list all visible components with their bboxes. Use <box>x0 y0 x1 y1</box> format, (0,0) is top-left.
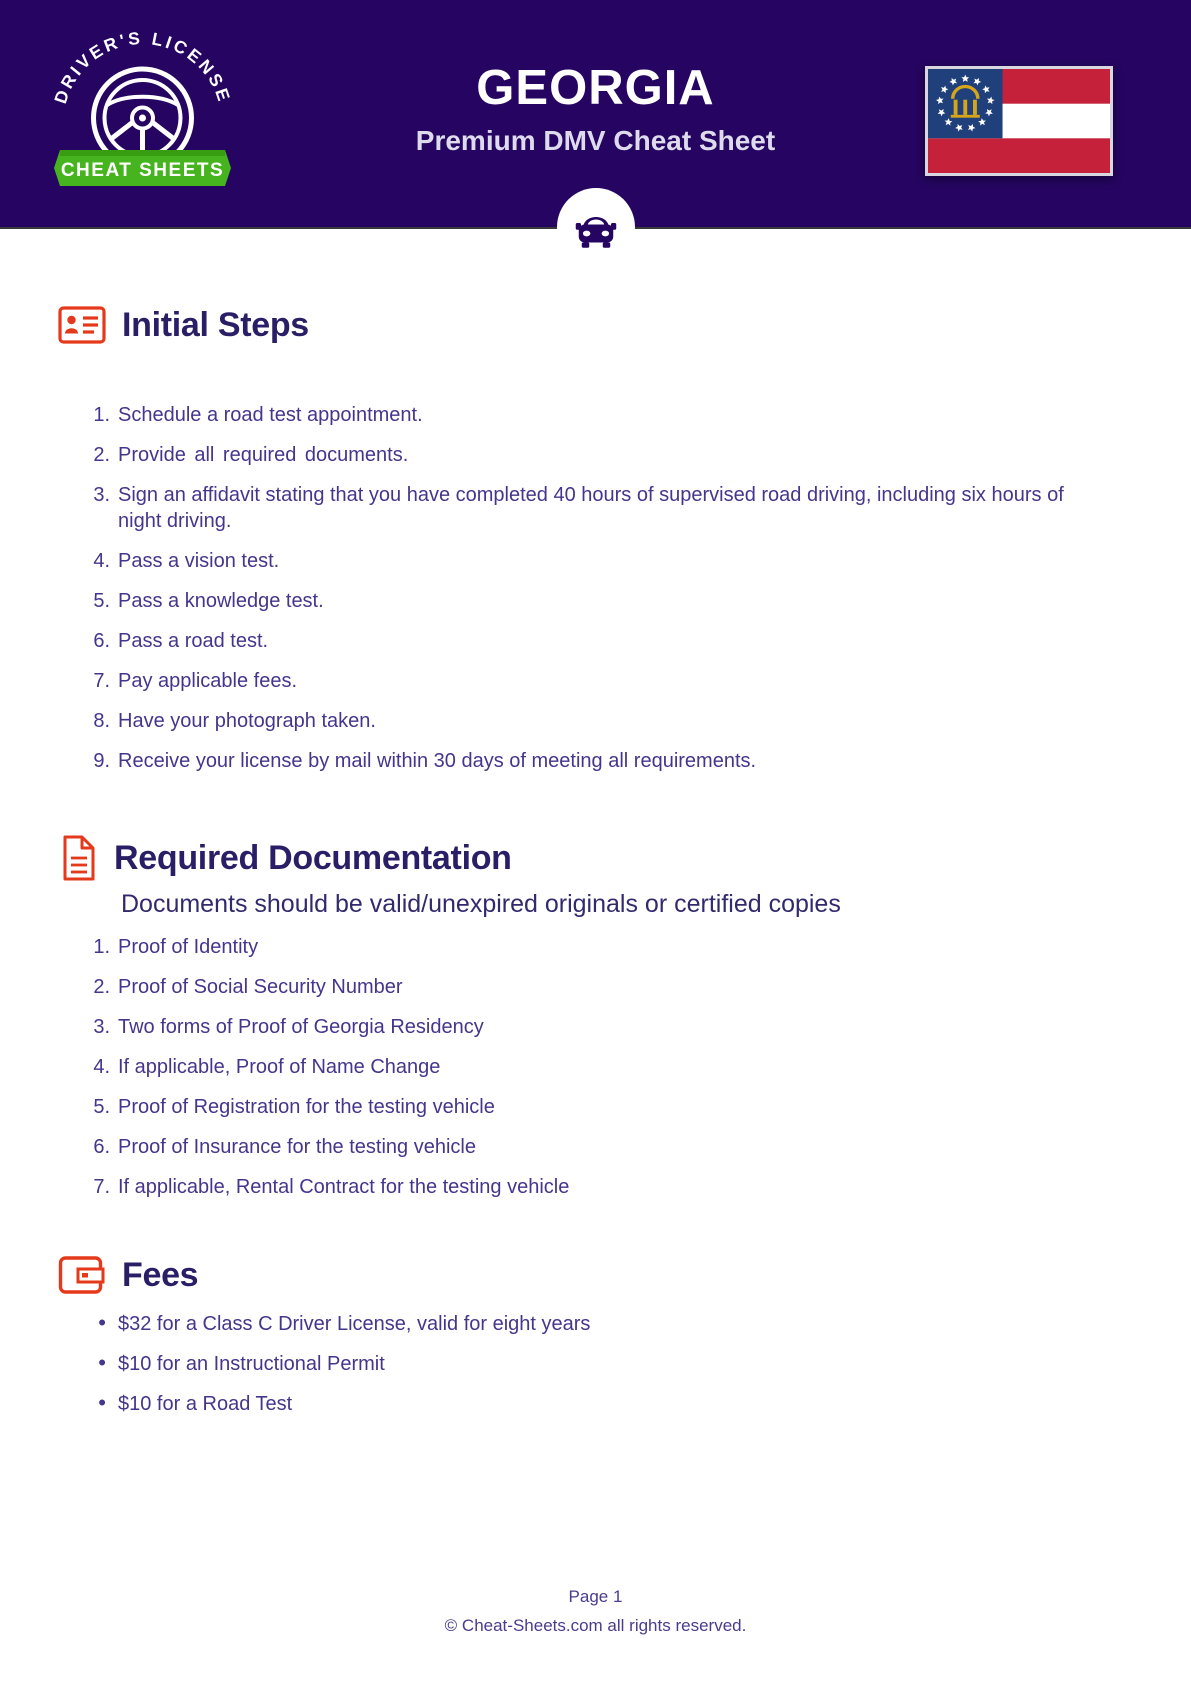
list-item: Proof of Social Security Number <box>118 976 403 998</box>
list-item: • $32 for a Class C Driver License, valid for eight years <box>58 1311 1100 1337</box>
initial-steps-list <box>58 402 1100 774</box>
section-title: Initial Steps <box>122 305 309 344</box>
list-item: Sign an affidavit stating that you have completed 40 hours of supervised road driving, including six hours of night driving. <box>118 484 1064 532</box>
car-badge <box>557 188 635 266</box>
list-item: Proof of Registration for the testing vehicle <box>118 1096 495 1118</box>
section-fees <box>58 1255 1100 1417</box>
section-header <box>58 1255 1100 1295</box>
list-item: If applicable, Proof of Name Change <box>118 1056 441 1078</box>
list-item: If applicable, Rental Contract for the testing vehicle <box>118 1176 570 1198</box>
section-header <box>58 834 1100 882</box>
list-item: Provide all required documents. <box>118 444 409 466</box>
section-initial-steps <box>58 305 1100 774</box>
list-item: • $10 for a Road Test <box>58 1391 1100 1417</box>
list-item: Have your photograph taken. <box>118 710 376 732</box>
document-icon <box>58 834 98 882</box>
content <box>0 305 1191 1417</box>
list-item: • $10 for an Instructional Permit <box>58 1351 1100 1377</box>
id-card-icon <box>58 305 106 345</box>
footer <box>0 1582 1191 1640</box>
wallet-icon <box>58 1255 106 1295</box>
list-item: Schedule a road test appointment. <box>118 404 423 426</box>
page-title: GEORGIA <box>476 61 715 115</box>
logo-arc-text: DRIVER'S LICENSE <box>50 27 235 107</box>
list-item: Pass a road test. <box>118 630 269 652</box>
list-item: Pay applicable fees. <box>118 670 298 692</box>
list-item: Two forms of Proof of Georgia Residency <box>118 1016 484 1038</box>
list-item: Proof of Insurance for the testing vehicle <box>118 1136 476 1158</box>
logo-ribbon-text: CHEAT SHEETS <box>60 160 225 181</box>
page-number: Page 1 <box>568 1587 623 1606</box>
list-item: Receive your license by mail within 30 days of meeting all requirements. <box>118 750 757 772</box>
list-item: Pass a vision test. <box>118 550 280 572</box>
page-subtitle: Premium DMV Cheat Sheet <box>415 125 776 156</box>
georgia-flag-svg <box>928 69 1110 173</box>
header <box>0 0 1191 229</box>
list-item: Proof of Identity <box>118 936 259 958</box>
section-title: Required Documentation <box>114 838 512 877</box>
georgia-flag-image <box>925 66 1113 176</box>
fees-list <box>58 1311 1100 1417</box>
section-required-documentation <box>58 834 1100 1200</box>
list-item: Pass a knowledge test. <box>118 590 324 612</box>
car-icon <box>572 205 620 250</box>
copyright: © Cheat-Sheets.com all rights reserved. <box>444 1616 747 1635</box>
section-subtitle: Documents should be valid/unexpired originals or certified copies <box>121 890 841 918</box>
section-header <box>58 305 1100 345</box>
required-documentation-list <box>58 934 1100 1200</box>
section-title: Fees <box>122 1255 199 1294</box>
